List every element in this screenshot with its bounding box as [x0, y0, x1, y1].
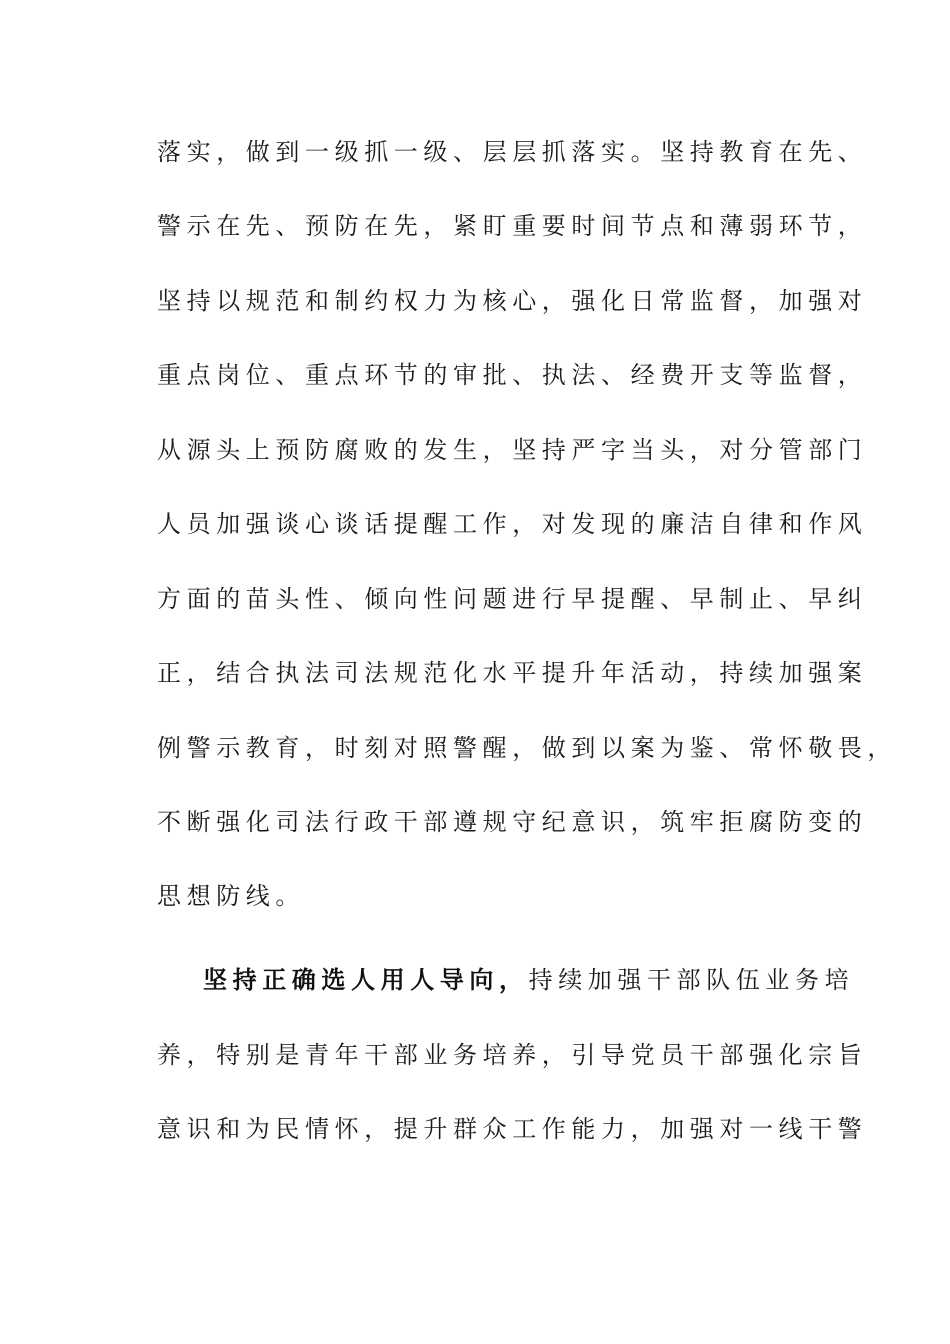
paragraph-first-line — [203, 965, 855, 995]
paragraph-line: 正，结合执法司法规范化水平提升年活动，持续加强案 — [157, 659, 868, 687]
paragraph-line: 重点岗位、重点环节的审批、执法、经费开支等监督， — [157, 361, 868, 389]
paragraph-line: 警示在先、预防在先，紧盯重要时间节点和薄弱环节， — [157, 212, 868, 240]
paragraph-line: 思想防线。 — [157, 882, 305, 910]
paragraph-line: 例警示教育，时刻对照警醒，做到以案为鉴、常怀敬畏， — [157, 734, 897, 762]
paragraph-line: 意识和为民情怀，提升群众工作能力，加强对一线干警 — [157, 1115, 868, 1143]
paragraph-line: 人员加强谈心谈话提醒工作，对发现的廉洁自律和作风 — [157, 510, 868, 538]
paragraph-text: 持续加强干部队伍业务培 — [528, 966, 855, 994]
paragraph-line: 从源头上预防腐败的发生，坚持严字当头，对分管部门 — [157, 436, 868, 464]
paragraph-heading: 坚持正确选人用人导向， — [203, 966, 529, 994]
paragraph-line: 方面的苗头性、倾向性问题进行早提醒、早制止、早纠 — [157, 585, 868, 613]
paragraph-line: 坚持以规范和制约权力为核心，强化日常监督，加强对 — [157, 287, 868, 315]
paragraph-line: 不断强化司法行政干部遵规守纪意识，筑牢拒腐防变的 — [157, 808, 868, 836]
paragraph-line: 落实，做到一级抓一级、层层抓落实。坚持教育在先、 — [157, 138, 868, 166]
paragraph-line: 养，特别是青年干部业务培养，引导党员干部强化宗旨 — [157, 1041, 868, 1069]
